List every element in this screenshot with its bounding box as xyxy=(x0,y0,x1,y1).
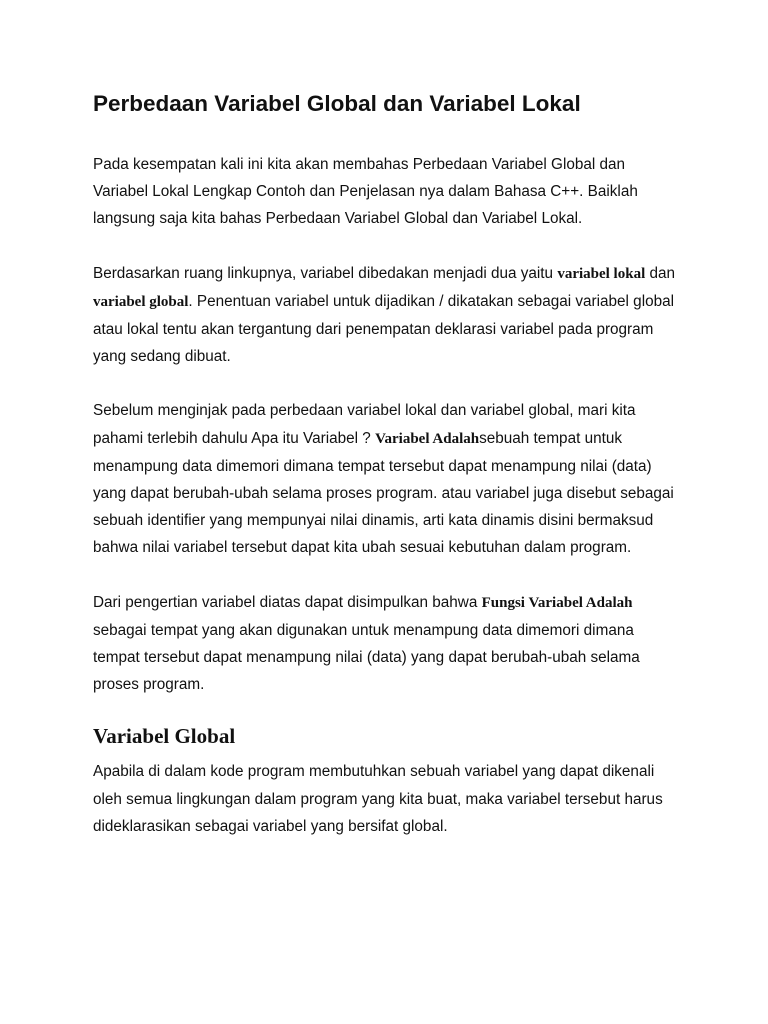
document-title: Perbedaan Variabel Global dan Variabel Lokal xyxy=(93,91,581,116)
scope-text-2: dan xyxy=(645,264,676,282)
term-variabel-adalah: Variabel Adalah xyxy=(375,430,480,447)
function-text-1: Dari pengertian variabel diatas dapat disimpulkan bahwa xyxy=(93,593,482,611)
document-page xyxy=(93,78,683,840)
section-heading-variabel-global: Variabel Global xyxy=(93,724,236,749)
scope-text-3: . Penentuan variabel untuk dijadikan / dikatakan sebagai variabel global atau lokal tentu akan tergantung dari penempatan deklarasi variabel pada program yang sedang dibuat. xyxy=(93,292,675,366)
scope-paragraph xyxy=(93,260,683,371)
term-fungsi-variabel-adalah: Fungsi Variabel Adalah xyxy=(481,594,633,611)
definition-paragraph xyxy=(93,397,683,561)
term-variabel-lokal: variabel lokal xyxy=(557,265,646,282)
definition-text-2: sebuah tempat untuk menampung data dimemori dimana tempat tersebut dapat menampung nilai (data) yang dapat berubah-ubah selama proses program. atau variabel juga disebut sebagai sebuah identifier yang mempunyai nilai dinamis, arti kata dinamis disini bermaksud bahwa nilai variabel tersebut dapat kita ubah sesuai kebutuhan dalam program. xyxy=(93,429,674,557)
function-text-2: sebagai tempat yang akan digunakan untuk menampung data dimemori dimana tempat tersebut dapat menampung nilai (data) yang dapat berubah-ubah selama proses program. xyxy=(93,621,640,694)
function-paragraph xyxy=(93,589,683,699)
definition-text-1: Sebelum menginjak pada perbedaan variabel lokal dan variabel global, mari kita pahami terlebih dahulu Apa itu Variabel ? xyxy=(93,402,636,447)
term-variabel-global: variabel global xyxy=(93,293,189,310)
intro-paragraph: Pada kesempatan kali ini kita akan membahas Perbedaan Variabel Global dan Variabel Lokal Lengkap Contoh dan Penjelasan nya dalam Bahasa C++. Baiklah langsung saja kita bahas Perbedaan Variabel Global dan Variabel Lokal. xyxy=(93,156,638,228)
scope-text-1: Berdasarkan ruang linkupnya, variabel dibedakan menjadi dua yaitu xyxy=(93,264,558,282)
variabel-global-paragraph: Apabila di dalam kode program membutuhkan sebuah variabel yang dapat dikenali oleh semua lingkungan dalam program yang kita buat, maka variabel tersebut harus dideklarasikan sebagai variabel yang bersifat global. xyxy=(93,763,663,835)
